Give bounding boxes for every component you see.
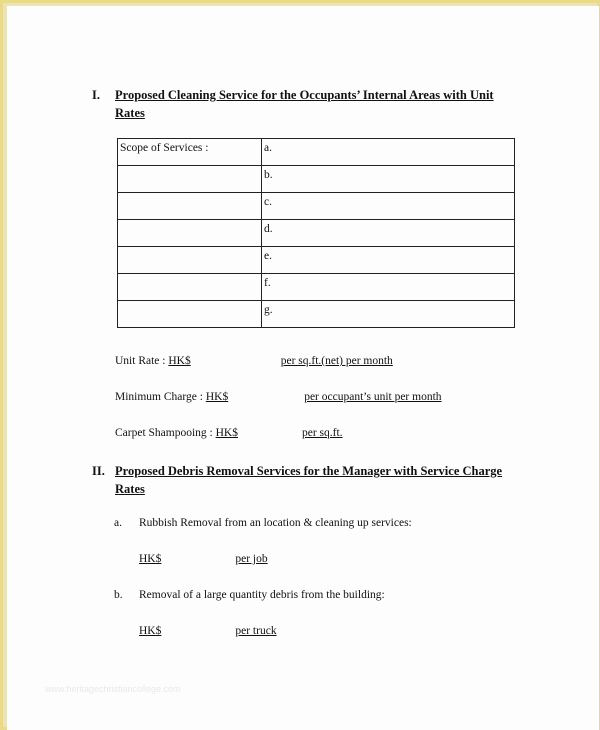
section-1-number: I. [92, 88, 100, 102]
table-row [118, 220, 515, 247]
table-row [118, 274, 515, 301]
watermark: www.heritagechristiancollege.com [45, 684, 181, 694]
scope-item-f: f. [262, 274, 515, 301]
scope-item-a: a. [262, 139, 515, 166]
item-b-letter: b. [114, 589, 123, 601]
item-a-letter: a. [114, 517, 122, 529]
unit-rate-line [115, 355, 393, 367]
table-cell [118, 301, 262, 328]
carpet-shampooing-blank [216, 427, 343, 439]
minimum-charge-blank [206, 391, 442, 403]
unit-rate-label: Unit Rate : [115, 355, 169, 367]
table-cell [118, 274, 262, 301]
item-b-unit: per truck [235, 625, 277, 637]
item-b-rate [139, 625, 277, 637]
section-1-title: Proposed Cleaning Service for the Occupants’ Internal Areas with Unit Rates [115, 88, 494, 120]
item-a-unit: per job [235, 553, 268, 565]
item-a-text: Rubbish Removal from an location & cleaning up services: [139, 517, 412, 529]
scope-of-services-table [117, 138, 515, 328]
carpet-shampooing-currency: HK$ [215, 427, 238, 439]
item-a-rate [139, 553, 268, 565]
table-cell [118, 220, 262, 247]
table-row [118, 247, 515, 274]
unit-rate-blank [168, 355, 392, 367]
scope-label: Scope of Services : [118, 139, 262, 166]
table-row [118, 301, 515, 328]
item-b-currency: HK$ [139, 625, 162, 637]
minimum-charge-label: Minimum Charge : [115, 391, 206, 403]
unit-rate-unit: per sq.ft.(net) per month [280, 355, 393, 367]
table-row [118, 193, 515, 220]
scope-item-g: g. [262, 301, 515, 328]
scope-item-c: c. [262, 193, 515, 220]
section-2-number: II. [92, 464, 105, 478]
item-a-currency: HK$ [139, 553, 162, 565]
item-b-text: Removal of a large quantity debris from the building: [139, 589, 385, 601]
minimum-charge-line [115, 391, 442, 403]
scope-item-d: d. [262, 220, 515, 247]
unit-rate-currency: HK$ [168, 355, 191, 367]
table-cell [118, 247, 262, 274]
carpet-shampooing-label: Carpet Shampooing : [115, 427, 216, 439]
document-page [7, 6, 599, 730]
table-cell [118, 166, 262, 193]
scope-item-b: b. [262, 166, 515, 193]
table-row [118, 166, 515, 193]
table-row [118, 139, 515, 166]
carpet-shampooing-unit: per sq.ft. [302, 427, 343, 439]
table-cell [118, 193, 262, 220]
section-2-title: Proposed Debris Removal Services for the Manager with Service Charge Rates [115, 464, 503, 496]
scope-item-e: e. [262, 247, 515, 274]
carpet-shampooing-line [115, 427, 343, 439]
minimum-charge-currency: HK$ [205, 391, 229, 403]
minimum-charge-unit: per occupant’s unit per month [304, 391, 442, 403]
